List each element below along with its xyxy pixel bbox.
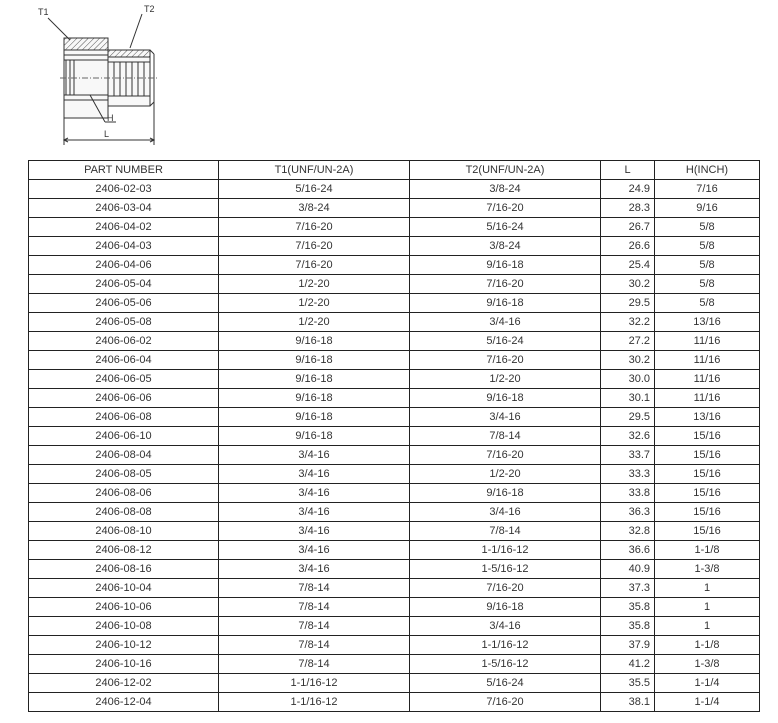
cell-t1: 3/4-16 [219,522,410,541]
cell-l: 30.2 [601,351,655,370]
table-row [29,598,760,617]
cell-l: 41.2 [601,655,655,674]
cell-h: 1-1/4 [655,693,760,712]
cell-h: 7/16 [655,180,760,199]
table-row [29,199,760,218]
cell-t2: 3/4-16 [410,313,601,332]
cell-t1: 7/8-14 [219,636,410,655]
cell-l: 33.3 [601,465,655,484]
cell-part-number: 2406-06-05 [29,370,219,389]
cell-l: 32.8 [601,522,655,541]
table-row [29,408,760,427]
cell-l: 37.3 [601,579,655,598]
cell-part-number: 2406-06-06 [29,389,219,408]
cell-l: 29.5 [601,408,655,427]
col-l: L [601,161,655,180]
cell-t1: 3/4-16 [219,541,410,560]
table-row [29,484,760,503]
cell-part-number: 2406-06-10 [29,427,219,446]
cell-t2: 1/2-20 [410,465,601,484]
cell-l: 28.3 [601,199,655,218]
cell-part-number: 2406-12-04 [29,693,219,712]
cell-t1: 9/16-18 [219,427,410,446]
cell-t2: 9/16-18 [410,294,601,313]
cell-h: 15/16 [655,446,760,465]
cell-t2: 7/16-20 [410,351,601,370]
cell-h: 15/16 [655,503,760,522]
cell-t2: 7/8-14 [410,427,601,446]
cell-l: 26.7 [601,218,655,237]
table-row [29,560,760,579]
cell-l: 29.5 [601,294,655,313]
col-part-number: PART NUMBER [29,161,219,180]
cell-h: 11/16 [655,389,760,408]
table-row [29,655,760,674]
cell-part-number: 2406-08-08 [29,503,219,522]
col-t2: T2(UNF/UN-2A) [410,161,601,180]
label-t2: T2 [144,4,155,14]
table-row [29,617,760,636]
table-row [29,446,760,465]
table-row [29,636,760,655]
cell-part-number: 2406-10-06 [29,598,219,617]
table-row [29,522,760,541]
cell-part-number: 2406-05-06 [29,294,219,313]
cell-l: 38.1 [601,693,655,712]
cell-h: 1-3/8 [655,655,760,674]
cell-part-number: 2406-02-03 [29,180,219,199]
table-row [29,313,760,332]
cell-h: 11/16 [655,370,760,389]
cell-l: 30.2 [601,275,655,294]
table-row [29,541,760,560]
cell-t2: 9/16-18 [410,484,601,503]
table-row [29,693,760,712]
cell-l: 30.1 [601,389,655,408]
cell-part-number: 2406-05-08 [29,313,219,332]
cell-part-number: 2406-05-04 [29,275,219,294]
cell-t1: 3/4-16 [219,465,410,484]
cell-t2: 3/8-24 [410,237,601,256]
cell-t1: 7/8-14 [219,655,410,674]
table-row [29,180,760,199]
cell-t2: 5/16-24 [410,332,601,351]
cell-t2: 3/4-16 [410,503,601,522]
table-row [29,465,760,484]
cell-t1: 9/16-18 [219,389,410,408]
cell-l: 35.8 [601,617,655,636]
cell-t1: 1-1/16-12 [219,674,410,693]
cell-h: 1 [655,598,760,617]
cell-l: 32.6 [601,427,655,446]
cell-t1: 9/16-18 [219,332,410,351]
cell-part-number: 2406-10-04 [29,579,219,598]
cell-l: 27.2 [601,332,655,351]
cell-t1: 7/8-14 [219,617,410,636]
cell-t2: 7/8-14 [410,522,601,541]
cell-part-number: 2406-08-06 [29,484,219,503]
table-header-row [29,161,760,180]
cell-part-number: 2406-10-12 [29,636,219,655]
label-l: L [104,129,110,139]
cell-l: 37.9 [601,636,655,655]
cell-t1: 9/16-18 [219,408,410,427]
spec-table [28,160,760,712]
cell-t1: 5/16-24 [219,180,410,199]
cell-h: 1-3/8 [655,560,760,579]
cell-t2: 1-1/16-12 [410,636,601,655]
table-row [29,503,760,522]
cell-l: 32.2 [601,313,655,332]
cell-h: 5/8 [655,218,760,237]
table-row [29,256,760,275]
cell-t2: 3/8-24 [410,180,601,199]
cell-h: 1-1/8 [655,541,760,560]
cell-l: 33.8 [601,484,655,503]
cell-part-number: 2406-10-08 [29,617,219,636]
cell-t1: 7/16-20 [219,256,410,275]
cell-part-number: 2406-10-16 [29,655,219,674]
cell-l: 36.3 [601,503,655,522]
cell-h: 1-1/8 [655,636,760,655]
table-row [29,389,760,408]
cell-part-number: 2406-08-12 [29,541,219,560]
cell-t1: 3/4-16 [219,446,410,465]
col-h: H(INCH) [655,161,760,180]
cell-l: 35.5 [601,674,655,693]
cell-t2: 3/4-16 [410,617,601,636]
cell-t1: 9/16-18 [219,351,410,370]
cell-l: 24.9 [601,180,655,199]
table-row [29,218,760,237]
cell-part-number: 2406-06-08 [29,408,219,427]
cell-t1: 1/2-20 [219,313,410,332]
cell-h: 5/8 [655,275,760,294]
cell-part-number: 2406-12-02 [29,674,219,693]
cell-t1: 3/4-16 [219,484,410,503]
cell-t2: 9/16-18 [410,389,601,408]
table-row [29,275,760,294]
table-row [29,579,760,598]
cell-t1: 1-1/16-12 [219,693,410,712]
cell-h: 5/8 [655,237,760,256]
cell-h: 15/16 [655,465,760,484]
cell-part-number: 2406-06-04 [29,351,219,370]
cell-l: 25.4 [601,256,655,275]
cell-t1: 3/4-16 [219,503,410,522]
cell-t1: 3/4-16 [219,560,410,579]
cell-part-number: 2406-04-03 [29,237,219,256]
cell-part-number: 2406-08-04 [29,446,219,465]
cell-t2: 7/16-20 [410,693,601,712]
cell-l: 26.6 [601,237,655,256]
cell-t2: 1/2-20 [410,370,601,389]
cell-h: 13/16 [655,408,760,427]
cell-part-number: 2406-03-04 [29,199,219,218]
cell-h: 11/16 [655,351,760,370]
cell-t1: 1/2-20 [219,275,410,294]
label-t1: T1 [38,7,49,17]
table-row [29,674,760,693]
cell-t1: 7/16-20 [219,237,410,256]
col-t1: T1(UNF/UN-2A) [219,161,410,180]
cell-t1: 3/8-24 [219,199,410,218]
cell-t1: 9/16-18 [219,370,410,389]
cell-h: 1 [655,579,760,598]
cell-part-number: 2406-04-06 [29,256,219,275]
cell-part-number: 2406-08-16 [29,560,219,579]
table-row [29,332,760,351]
cell-l: 36.6 [601,541,655,560]
cell-t2: 9/16-18 [410,598,601,617]
cell-l: 30.0 [601,370,655,389]
cell-h: 15/16 [655,484,760,503]
cell-h: 5/8 [655,256,760,275]
cell-h: 13/16 [655,313,760,332]
cell-part-number: 2406-08-05 [29,465,219,484]
table-row [29,370,760,389]
cell-l: 35.8 [601,598,655,617]
cell-part-number: 2406-04-02 [29,218,219,237]
cell-t1: 7/16-20 [219,218,410,237]
cell-t1: 7/8-14 [219,598,410,617]
cell-t2: 1-1/16-12 [410,541,601,560]
cell-l: 33.7 [601,446,655,465]
cell-t1: 1/2-20 [219,294,410,313]
cell-h: 1 [655,617,760,636]
cell-t2: 7/16-20 [410,275,601,294]
cell-t2: 3/4-16 [410,408,601,427]
cell-t1: 7/8-14 [219,579,410,598]
cell-t2: 7/16-20 [410,579,601,598]
table-row [29,351,760,370]
cell-h: 5/8 [655,294,760,313]
cell-t2: 7/16-20 [410,446,601,465]
cell-part-number: 2406-06-02 [29,332,219,351]
cell-h: 15/16 [655,522,760,541]
cell-h: 9/16 [655,199,760,218]
cell-h: 15/16 [655,427,760,446]
table-row [29,294,760,313]
cell-t2: 9/16-18 [410,256,601,275]
fitting-drawing [30,0,170,150]
cell-h: 1-1/4 [655,674,760,693]
cell-t2: 5/16-24 [410,218,601,237]
cell-t2: 1-5/16-12 [410,655,601,674]
cell-l: 40.9 [601,560,655,579]
cell-t2: 1-5/16-12 [410,560,601,579]
table-row [29,427,760,446]
cell-t2: 7/16-20 [410,199,601,218]
label-h: H [107,113,114,123]
cell-part-number: 2406-08-10 [29,522,219,541]
table-row [29,237,760,256]
cell-t2: 5/16-24 [410,674,601,693]
cell-h: 11/16 [655,332,760,351]
